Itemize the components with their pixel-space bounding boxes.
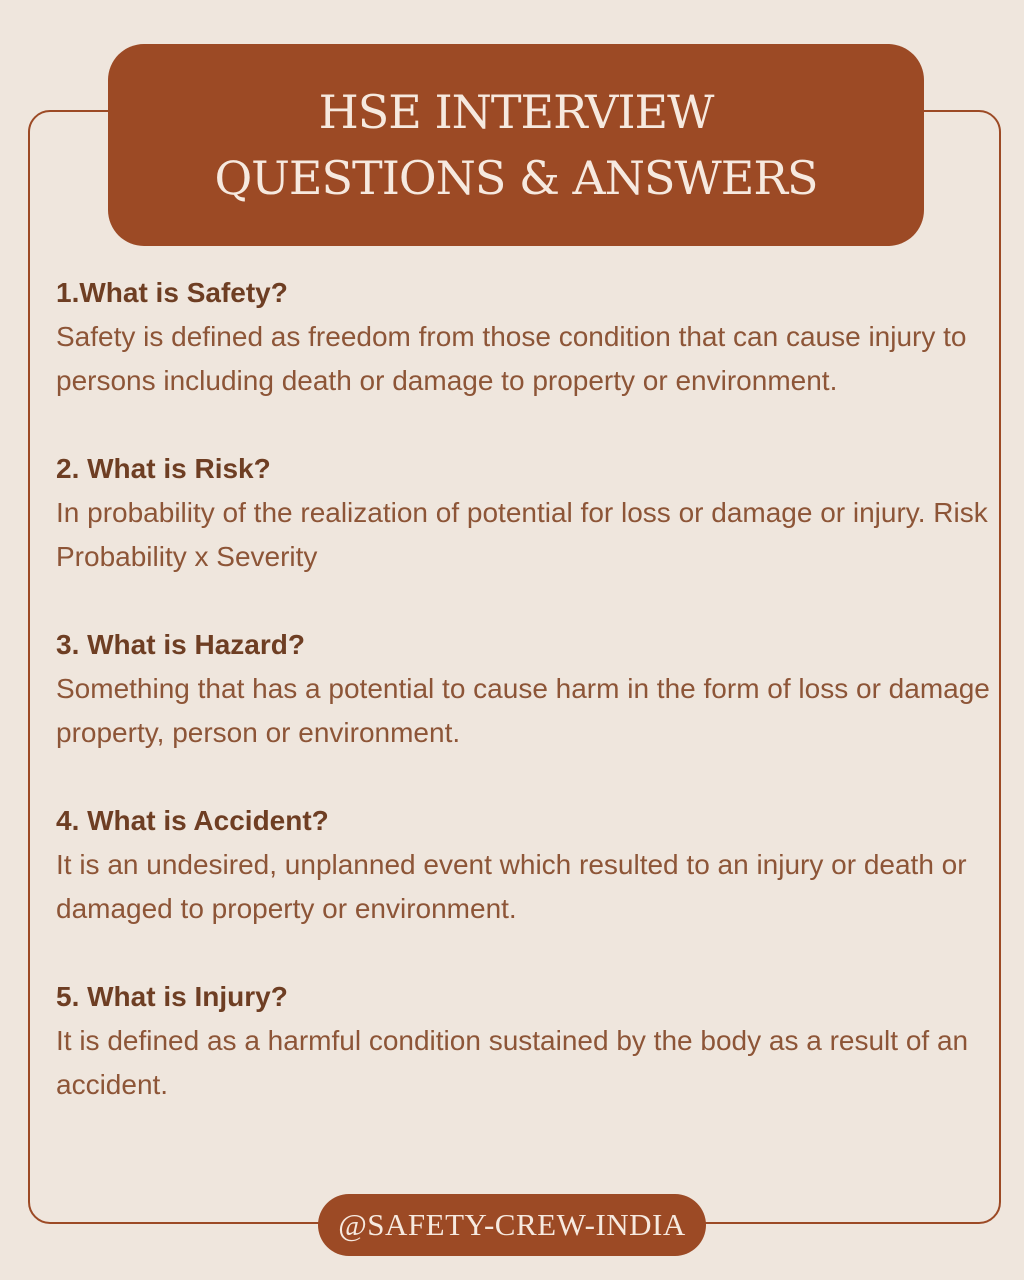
qa-item-injury (56, 975, 996, 1106)
qa-item-hazard (56, 623, 996, 754)
answer-safety: Safety is defined as freedom from those condition that can cause injury to persons including death or damage to property or environment. (56, 321, 967, 396)
social-handle: @SAFETY-CREW-INDIA (338, 1207, 686, 1242)
question-accident: 4. What is Accident? (56, 805, 329, 836)
answer-accident: It is an undesired, unplanned event which resulted to an injury or death or damaged to property or environment. (56, 849, 967, 924)
qa-list (56, 271, 996, 1151)
title-banner (108, 44, 924, 246)
answer-hazard: Something that has a potential to cause harm in the form of loss or damage property, person or environment. (56, 673, 990, 748)
question-risk: 2. What is Risk? (56, 453, 271, 484)
title-line-2: QUESTIONS & ANSWERS (214, 151, 818, 205)
title-line-1: HSE INTERVIEW (318, 85, 714, 139)
qa-item-safety (56, 271, 996, 402)
question-safety: 1.What is Safety? (56, 277, 288, 308)
social-handle-badge (318, 1194, 706, 1256)
qa-item-accident (56, 799, 996, 930)
question-hazard: 3. What is Hazard? (56, 629, 305, 660)
answer-risk: In probability of the realization of potential for loss or damage or injury. Risk Probability x Severity (56, 497, 988, 572)
answer-injury: It is defined as a harmful condition sustained by the body as a result of an accident. (56, 1025, 969, 1100)
qa-item-risk (56, 447, 996, 578)
question-injury: 5. What is Injury? (56, 981, 288, 1012)
